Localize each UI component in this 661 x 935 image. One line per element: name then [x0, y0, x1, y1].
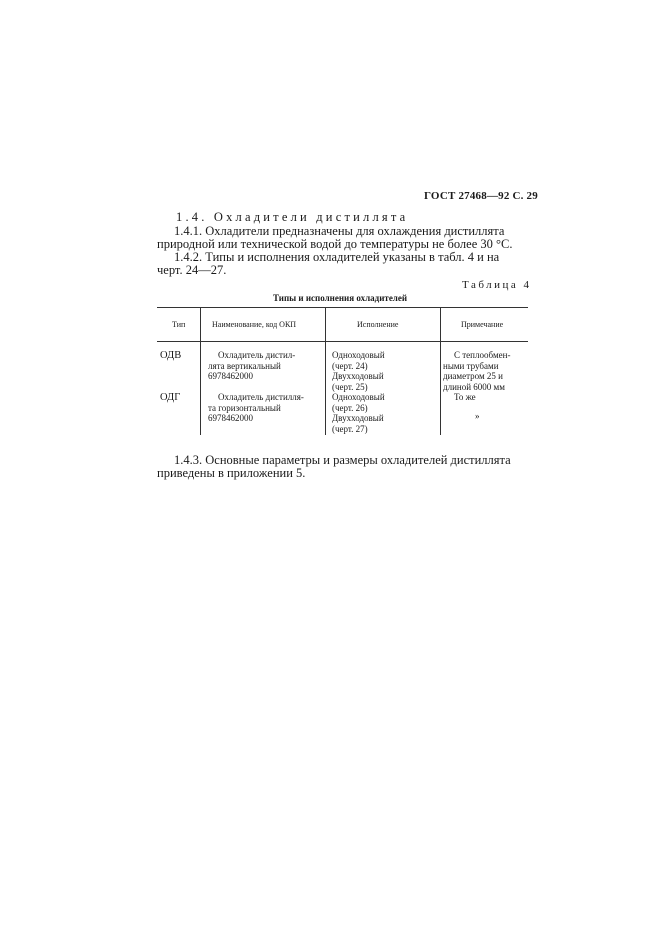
table-number: Таблица 4: [462, 279, 532, 291]
paragraph-2-line-1: 1.4.2. Типы и исполнения охладителей указаны в табл. 4 и на: [174, 250, 500, 264]
table-header-rule: [157, 341, 528, 342]
table-cell-type: ОДГ: [160, 392, 181, 403]
table-cell-name: Охладитель дистилля- та горизонтальный 6978462000: [208, 392, 304, 423]
table-cell-execution: Одноходовый (черт. 24) Двухходовый (черт. 25): [332, 350, 385, 392]
table-cell-note: С теплообмен- ными трубами диаметром 25 и длиной 6000 мм: [443, 350, 511, 392]
table-cell-type: ОДВ: [160, 350, 182, 361]
paragraph-1-line-2: природной или технической водой до температуры не более 30 °С.: [157, 237, 513, 251]
column-divider-3: [440, 307, 441, 435]
column-header-execution: Исполнение: [357, 320, 399, 329]
column-header-note: Примечание: [461, 320, 504, 329]
column-divider-1: [200, 307, 201, 435]
table-cell-note: То же »: [454, 392, 480, 421]
table-title: Типы и исполнения охладителей: [273, 293, 408, 303]
table-cell-execution: Одноходовый (черт. 26) Двухходовый (черт. 27): [332, 392, 385, 434]
column-header-type: Тип: [172, 320, 186, 329]
column-header-name: Наименование, код ОКП: [212, 320, 297, 329]
table-top-rule: [157, 307, 528, 308]
paragraph-1-line-1: 1.4.1. Охладители предназначены для охлаждения дистиллята: [174, 224, 505, 238]
table-cell-name: Охладитель дистил- лята вертикальный 6978462000: [208, 350, 296, 381]
paragraph-3-line-2: приведены в приложении 5.: [157, 466, 306, 480]
paragraph-3-line-1: 1.4.3. Основные параметры и размеры охладителей дистиллята: [174, 453, 511, 467]
page-header: ГОСТ 27468—92 С. 29: [424, 190, 538, 202]
section-heading: 1.4. Охладители дистиллята: [176, 210, 409, 224]
column-divider-2: [325, 307, 326, 435]
paragraph-2-line-2: черт. 24—27.: [157, 263, 227, 277]
